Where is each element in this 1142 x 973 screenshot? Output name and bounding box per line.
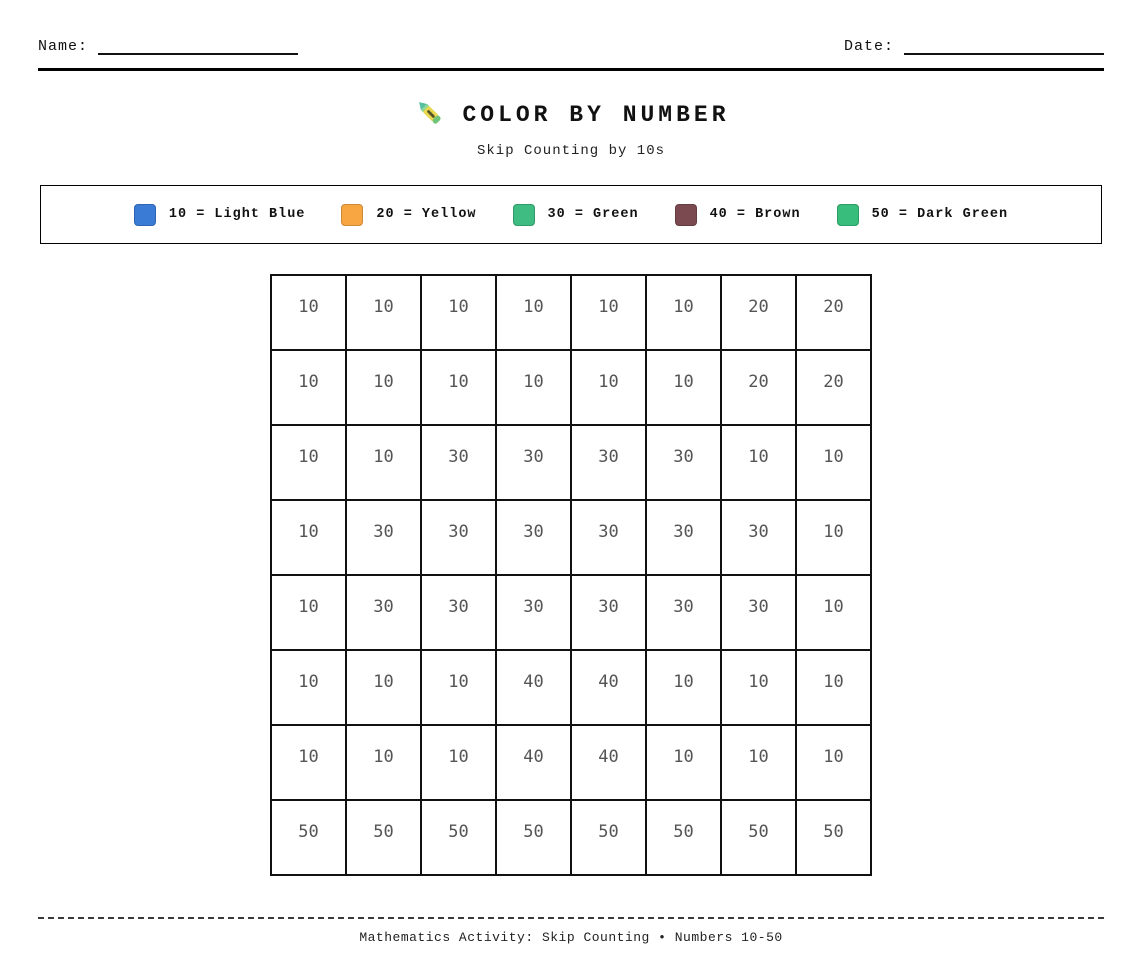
grid-cell-r1c3[interactable]: 10 xyxy=(421,275,496,350)
date-input-line[interactable] xyxy=(904,41,1104,55)
grid-cell-r5c1[interactable]: 10 xyxy=(271,575,346,650)
grid-cell-r1c5[interactable]: 10 xyxy=(571,275,646,350)
grid-cell-r6c4[interactable]: 40 xyxy=(496,650,571,725)
grid-cell-r2c3[interactable]: 10 xyxy=(421,350,496,425)
title-block xyxy=(0,95,1142,134)
grid-cell-r8c3[interactable]: 50 xyxy=(421,800,496,875)
name-field xyxy=(38,38,298,55)
legend-swatch-50 xyxy=(837,204,859,226)
grid-row-3 xyxy=(271,425,871,500)
grid-row-6 xyxy=(271,650,871,725)
legend-item-40 xyxy=(675,204,801,226)
grid-cell-r7c8[interactable]: 10 xyxy=(796,725,871,800)
grid-cell-r5c3[interactable]: 30 xyxy=(421,575,496,650)
grid-cell-r2c4[interactable]: 10 xyxy=(496,350,571,425)
grid-cell-r8c6[interactable]: 50 xyxy=(646,800,721,875)
grid-cell-r3c8[interactable]: 10 xyxy=(796,425,871,500)
grid-cell-r3c3[interactable]: 30 xyxy=(421,425,496,500)
grid-cell-r1c1[interactable]: 10 xyxy=(271,275,346,350)
page-subtitle: Skip Counting by 10s xyxy=(476,143,666,159)
grid-cell-r5c7[interactable]: 30 xyxy=(721,575,796,650)
name-date-row xyxy=(0,0,1142,55)
grid-cell-r3c6[interactable]: 30 xyxy=(646,425,721,500)
grid-cell-r3c4[interactable]: 30 xyxy=(496,425,571,500)
grid-row-7 xyxy=(271,725,871,800)
legend-label-50: 50 = Dark Green xyxy=(871,207,1009,222)
name-label: Name: xyxy=(38,38,89,55)
grid-cell-r1c4[interactable]: 10 xyxy=(496,275,571,350)
grid-cell-r8c7[interactable]: 50 xyxy=(721,800,796,875)
footer-divider xyxy=(38,917,1104,919)
grid-cell-r1c6[interactable]: 10 xyxy=(646,275,721,350)
grid-cell-r7c7[interactable]: 10 xyxy=(721,725,796,800)
grid-cell-r5c8[interactable]: 10 xyxy=(796,575,871,650)
grid-cell-r4c6[interactable]: 30 xyxy=(646,500,721,575)
grid-cell-r7c4[interactable]: 40 xyxy=(496,725,571,800)
grid-cell-r3c5[interactable]: 30 xyxy=(571,425,646,500)
grid-cell-r7c5[interactable]: 40 xyxy=(571,725,646,800)
date-label: Date: xyxy=(843,38,894,55)
legend-swatch-40 xyxy=(675,204,697,226)
legend-swatch-30 xyxy=(513,204,535,226)
legend-swatch-20 xyxy=(341,204,363,226)
legend-label-10: 10 = Light Blue xyxy=(168,207,306,222)
legend-label-40: 40 = Brown xyxy=(709,207,801,222)
grid-cell-r2c7[interactable]: 20 xyxy=(721,350,796,425)
color-by-number-grid xyxy=(270,274,872,876)
grid-cell-r6c1[interactable]: 10 xyxy=(271,650,346,725)
grid-cell-r7c2[interactable]: 10 xyxy=(346,725,421,800)
legend-item-50 xyxy=(837,204,1009,226)
grid-row-5 xyxy=(271,575,871,650)
grid-cell-r6c3[interactable]: 10 xyxy=(421,650,496,725)
legend-item-30 xyxy=(513,204,639,226)
grid-cell-r5c5[interactable]: 30 xyxy=(571,575,646,650)
grid-cell-r4c3[interactable]: 30 xyxy=(421,500,496,575)
grid-cell-r4c4[interactable]: 30 xyxy=(496,500,571,575)
grid-cell-r8c1[interactable]: 50 xyxy=(271,800,346,875)
page-title: COLOR BY NUMBER xyxy=(462,101,730,128)
legend-swatch-10 xyxy=(134,204,156,226)
legend-item-20 xyxy=(341,204,476,226)
legend-item-10 xyxy=(134,204,306,226)
grid-cell-r3c1[interactable]: 10 xyxy=(271,425,346,500)
footer-text: Mathematics Activity: Skip Counting • Numbers 10-50 xyxy=(359,930,783,945)
grid-cell-r2c6[interactable]: 10 xyxy=(646,350,721,425)
grid-row-4 xyxy=(271,500,871,575)
grid-cell-r2c2[interactable]: 10 xyxy=(346,350,421,425)
date-field xyxy=(844,38,1104,55)
grid-cell-r6c7[interactable]: 10 xyxy=(721,650,796,725)
grid-cell-r1c7[interactable]: 20 xyxy=(721,275,796,350)
legend-label-30: 30 = Green xyxy=(547,207,639,222)
grid-row-8 xyxy=(271,800,871,875)
grid-cell-r8c8[interactable]: 50 xyxy=(796,800,871,875)
grid-cell-r2c8[interactable]: 20 xyxy=(796,350,871,425)
grid-cell-r2c5[interactable]: 10 xyxy=(571,350,646,425)
grid-cell-r4c5[interactable]: 30 xyxy=(571,500,646,575)
grid-cell-r3c7[interactable]: 10 xyxy=(721,425,796,500)
grid-cell-r6c5[interactable]: 40 xyxy=(571,650,646,725)
grid-row-2 xyxy=(271,350,871,425)
grid-cell-r6c8[interactable]: 10 xyxy=(796,650,871,725)
grid-cell-r7c1[interactable]: 10 xyxy=(271,725,346,800)
grid-cell-r1c8[interactable]: 20 xyxy=(796,275,871,350)
name-input-line[interactable] xyxy=(98,41,298,55)
grid-cell-r2c1[interactable]: 10 xyxy=(271,350,346,425)
legend-box xyxy=(40,185,1102,244)
grid-cell-r8c4[interactable]: 50 xyxy=(496,800,571,875)
grid-cell-r5c2[interactable]: 30 xyxy=(346,575,421,650)
legend-label-20: 20 = Yellow xyxy=(376,207,477,222)
grid-cell-r6c6[interactable]: 10 xyxy=(646,650,721,725)
grid-cell-r4c8[interactable]: 10 xyxy=(796,500,871,575)
grid-cell-r7c3[interactable]: 10 xyxy=(421,725,496,800)
grid-cell-r8c2[interactable]: 50 xyxy=(346,800,421,875)
header-divider xyxy=(38,68,1104,71)
grid-cell-r8c5[interactable]: 50 xyxy=(571,800,646,875)
grid-cell-r6c2[interactable]: 10 xyxy=(346,650,421,725)
grid-cell-r7c6[interactable]: 10 xyxy=(646,725,721,800)
grid-cell-r1c2[interactable]: 10 xyxy=(346,275,421,350)
crayon-icon xyxy=(412,95,446,134)
grid-cell-r4c2[interactable]: 30 xyxy=(346,500,421,575)
grid-cell-r5c6[interactable]: 30 xyxy=(646,575,721,650)
grid-cell-r4c1[interactable]: 10 xyxy=(271,500,346,575)
grid-row-1 xyxy=(271,275,871,350)
grid-cell-r5c4[interactable]: 30 xyxy=(496,575,571,650)
grid-cell-r3c2[interactable]: 10 xyxy=(346,425,421,500)
grid-cell-r4c7[interactable]: 30 xyxy=(721,500,796,575)
